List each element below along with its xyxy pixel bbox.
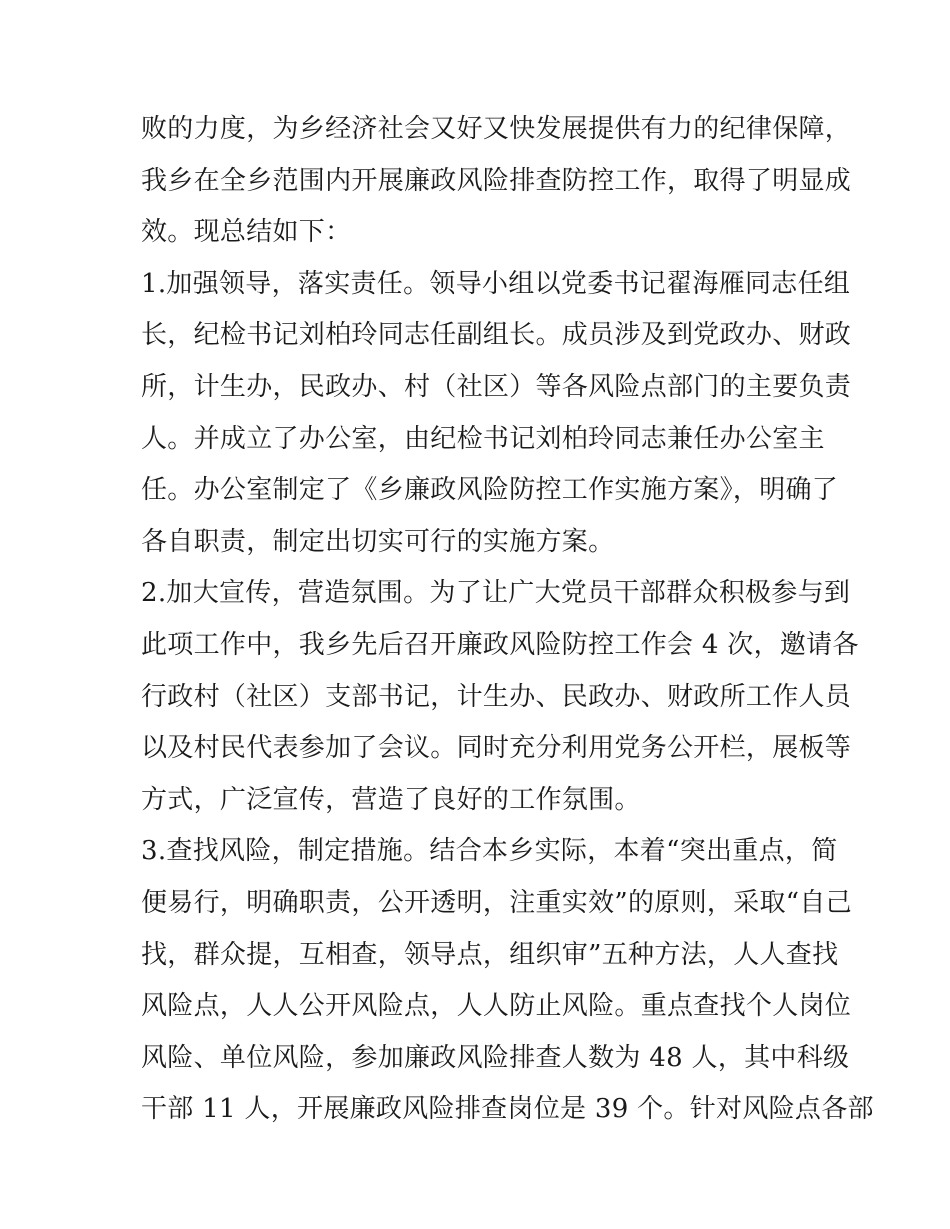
text-line: 效。现总结如下： xyxy=(141,217,352,248)
text-line: 方式，广泛宣传，营造了良好的工作氛围。 xyxy=(141,784,641,815)
text-line: 行政村（社区）支部书记，计生办、民政办、财政所工作人员 xyxy=(141,681,852,712)
text-line: 2.加大宣传，营造氛围。为了让广大党员干部群众积极参与到 xyxy=(141,578,851,609)
text-line: 便易行，明确职责，公开透明，注重实效”的原则，采取“自己 xyxy=(141,887,852,918)
text-line: 风险点，人人公开风险点，人人防止风险。重点查找个人岗位 xyxy=(141,991,852,1022)
text-line: 找，群众提，互相查，领导点，组织审”五种方法，人人查找 xyxy=(141,939,839,970)
text-line: 我乡在全乡范围内开展廉政风险排查防控工作，取得了明显成 xyxy=(141,165,852,196)
text-line: 干部 11 人，开展廉政风险排查岗位是 39 个。针对风险点各部 xyxy=(141,1094,874,1125)
text-line: 各自职责，制定出切实可行的实施方案。 xyxy=(141,526,615,557)
text-line: 此项工作中，我乡先后召开廉政风险防控工作会 4 次，邀请各 xyxy=(141,629,859,660)
text-line: 1.加强领导，落实责任。领导小组以党委书记翟海雁同志任组 xyxy=(141,268,851,299)
body-text xyxy=(141,104,874,1136)
text-line: 败的力度，为乡经济社会又好又快发展提供有力的纪律保障， xyxy=(141,114,852,144)
text-line: 长，纪检书记刘柏玲同志任副组长。成员涉及到党政办、财政 xyxy=(141,320,852,351)
text-line: 任。办公室制定了《乡廉政风险防控工作实施方案》，明确了 xyxy=(141,475,839,506)
text-line: 以及村民代表参加了会议。同时充分利用党务公开栏，展板等 xyxy=(141,733,852,764)
text-line: 风险、单位风险，参加廉政风险排查人数为 48 人，其中科级 xyxy=(141,1042,850,1073)
text-line: 所，计生办，民政办、村（社区）等各风险点部门的主要负责 xyxy=(141,371,852,402)
text-line: 人。并成立了办公室，由纪检书记刘柏玲同志兼任办公室主 xyxy=(141,423,825,454)
text-line: 3.查找风险，制定措施。结合本乡实际，本着“突出重点，简 xyxy=(141,836,838,867)
